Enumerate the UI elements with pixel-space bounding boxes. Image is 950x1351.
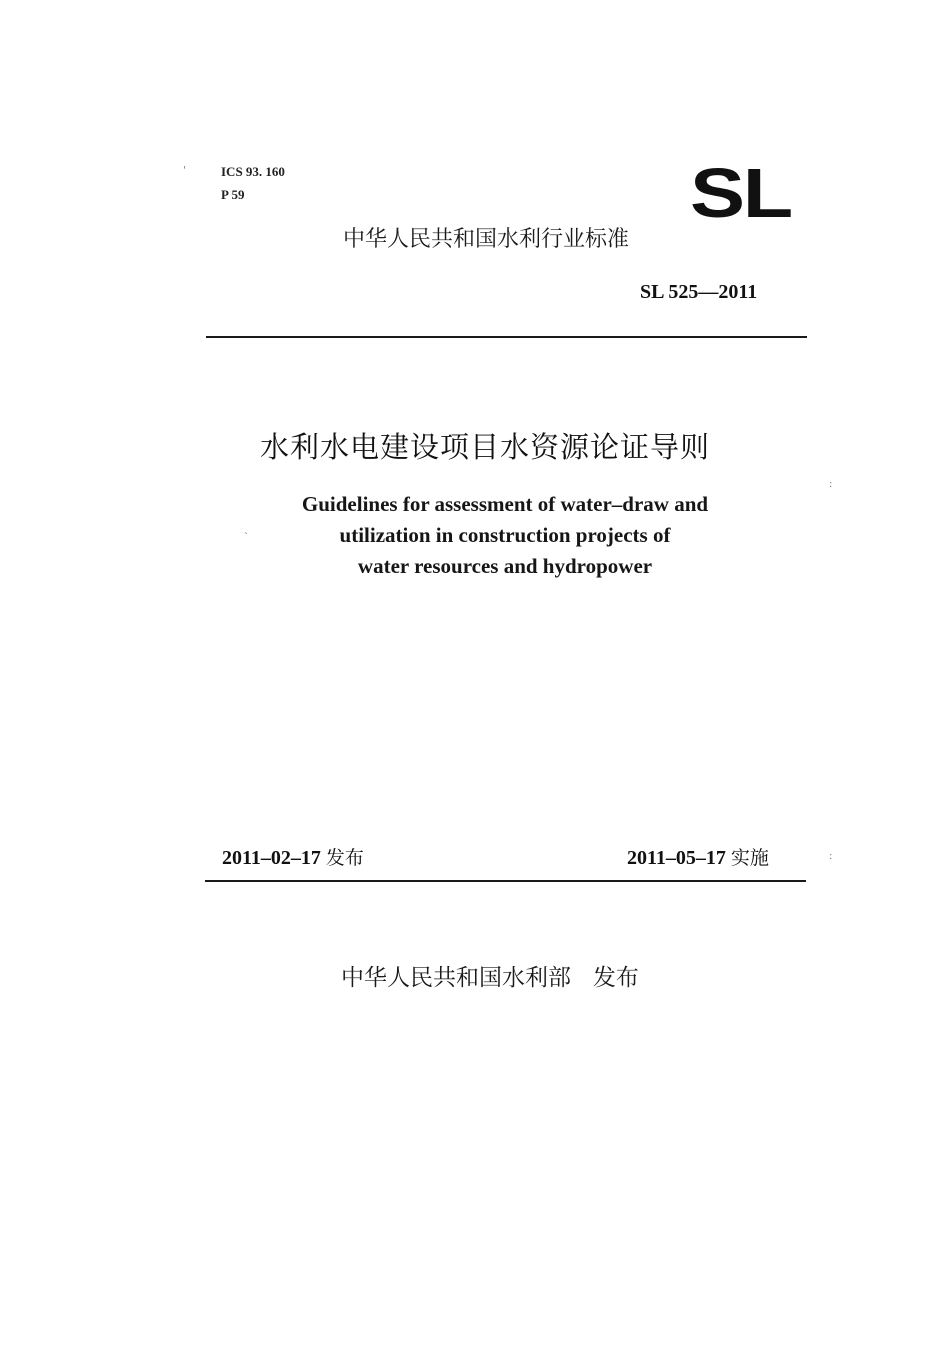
english-title-line: Guidelines for assessment of water–draw and bbox=[301, 492, 709, 516]
issue-date bbox=[222, 846, 364, 870]
ccs-code: P 59 bbox=[221, 187, 245, 202]
scan-mark: : bbox=[829, 851, 833, 862]
publisher: 中华人民共和国水利部 发布 bbox=[341, 965, 639, 991]
english-title bbox=[205, 489, 805, 582]
issue-date-label: 发布 bbox=[325, 847, 364, 869]
top-divider bbox=[206, 336, 807, 338]
english-title-line: water resources and hydropower bbox=[357, 554, 653, 578]
sl-logo: SL bbox=[690, 154, 791, 232]
bottom-divider bbox=[205, 880, 806, 882]
implementation-date-label: 实施 bbox=[730, 847, 769, 869]
implementation-date bbox=[627, 846, 769, 870]
issue-date-value: 2011–02–17 bbox=[222, 847, 321, 869]
scan-mark: ` bbox=[244, 532, 249, 543]
english-title-line: utilization in construction projects of bbox=[339, 523, 671, 547]
scan-mark: : bbox=[829, 479, 833, 490]
implementation-date-value: 2011–05–17 bbox=[627, 847, 726, 869]
industry-standard-heading: 中华人民共和国水利行业标准 bbox=[343, 227, 630, 252]
chinese-title: 水利水电建设项目水资源论证导则 bbox=[260, 430, 711, 464]
standard-number: SL 525—2011 bbox=[640, 281, 758, 303]
scan-mark: ' bbox=[183, 165, 186, 176]
ics-code: ICS 93. 160 bbox=[221, 164, 285, 179]
